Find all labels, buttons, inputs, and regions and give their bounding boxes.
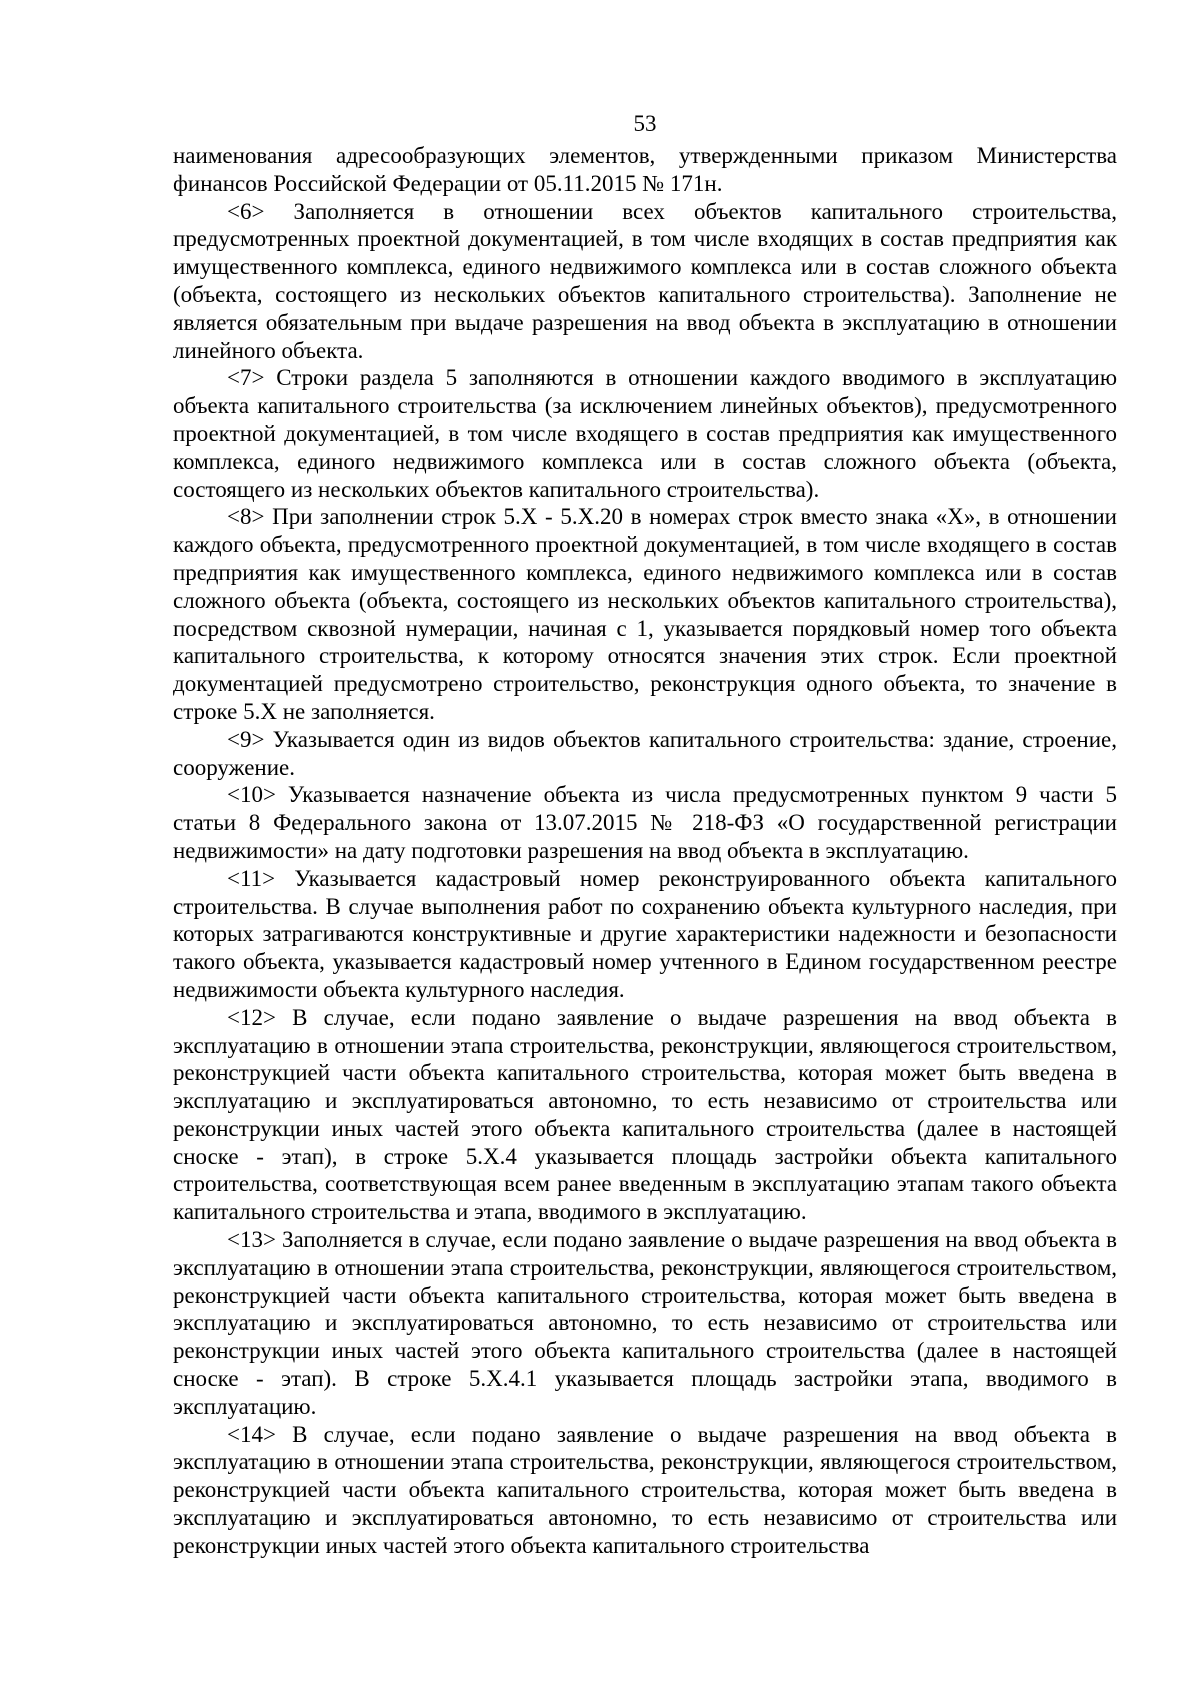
page-number: 53 xyxy=(633,111,657,136)
footnote-14: <14> В случае, если подано заявление о выдаче разрешения на ввод объекта в эксплуатацию в отношении этапа строительства, реконструкции, являющегося строительством, реконструкцией части объекта капитального строительства, которая может быть введена в эксплуатацию и эксплуатироваться автономно, то есть независимо от строительства или реконструкции иных частей этого объекта капитального строительства xyxy=(173,1421,1117,1558)
footnote-6: <6> Заполняется в отношении всех объектов капитального строительства, предусмотренных проектной документацией, в том числе входящих в состав предприятия как имущественного комплекса, единого недвижимого комплекса или в состав сложного объекта (объекта, состоящего из нескольких объектов капитального строительства). Заполнение не является обязательным при выдаче разрешения на ввод объекта в эксплуатацию в отношении линейного объекта. xyxy=(173,198,1117,363)
footnote-8: <8> При заполнении строк 5.X - 5.X.20 в номерах строк вместо знака «X», в отношении каждого объекта, предусмотренного проектной документацией, в том числе входящего в состав предприятия как имущественного комплекса, единого недвижимого комплекса или в состав сложного объекта (объекта, состоящего из нескольких объектов капитального строительства), посредством сквозной нумерации, начиная с 1, указывается порядковый номер того объекта капитального строительства, к которому относятся значения этих строк. Если проектной документацией предусмотрено строительство, реконструкция одного объекта, то значение в строке 5.X не заполняется. xyxy=(173,504,1117,724)
footnote-7: <7> Строки раздела 5 заполняются в отношении каждого вводимого в эксплуатацию объекта капитального строительства (за исключением линейных объектов), предусмотренного проектной документацией, в том числе входящего в состав предприятия как имущественного комплекса, единого недвижимого комплекса или в состав сложного объекта (объекта, состоящего из нескольких объектов капитального строительства). xyxy=(173,365,1117,502)
footnote-10: <10> Указывается назначение объекта из числа предусмотренных пунктом 9 части 5 статьи 8 Федерального закона от 13.07.2015 № 218-ФЗ «О государственной регистрации недвижимости» на дату подготовки разрешения на ввод объекта в эксплуатацию. xyxy=(173,782,1117,863)
document-page xyxy=(173,110,1117,1560)
footnote-13: <13> Заполняется в случае, если подано заявление о выдаче разрешения на ввод объекта в эксплуатацию в отношении этапа строительства, реконструкции, являющегося строительством, реконструкцией части объекта капитального строительства, которая может быть введена в эксплуатацию и эксплуатироваться автономно, то есть независимо от строительства или реконструкции иных частей этого объекта капитального строительства (далее в настоящей сноске - этап). В строке 5.X.4.1 указывается площадь застройки этапа, вводимого в эксплуатацию. xyxy=(173,1227,1117,1419)
footnote-12: <12> В случае, если подано заявление о выдаче разрешения на ввод объекта в эксплуатацию в отношении этапа строительства, реконструкции, являющегося строительством, реконструкцией части объекта капитального строительства, которая может быть введена в эксплуатацию и эксплуатироваться автономно, то есть независимо от строительства или реконструкции иных частей этого объекта капитального строительства (далее в настоящей сноске - этап), в строке 5.X.4 указывается площадь застройки объекта капитального строительства, соответствующая всем ранее введенным в эксплуатацию этапам такого объекта капитального строительства и этапа, вводимого в эксплуатацию. xyxy=(173,1004,1117,1225)
footnote-9: <9> Указывается один из видов объектов капитального строительства: здание, строение, сооружение. xyxy=(173,726,1117,780)
paragraph-continuation: наименования адресообразующих элементов, утвержденными приказом Министерства финансов Российской Федерации от 05.11.2015 № 171н. xyxy=(173,143,1117,196)
footnote-11: <11> Указывается кадастровый номер реконструированного объекта капитального строительства. В случае выполнения работ по сохранению объекта культурного наследия, при которых затрагиваются конструктивные и другие характеристики надежности и безопасности такого объекта, указывается кадастровый номер учтенного в Едином государственном реестре недвижимости объекта культурного наследия. xyxy=(173,865,1117,1002)
